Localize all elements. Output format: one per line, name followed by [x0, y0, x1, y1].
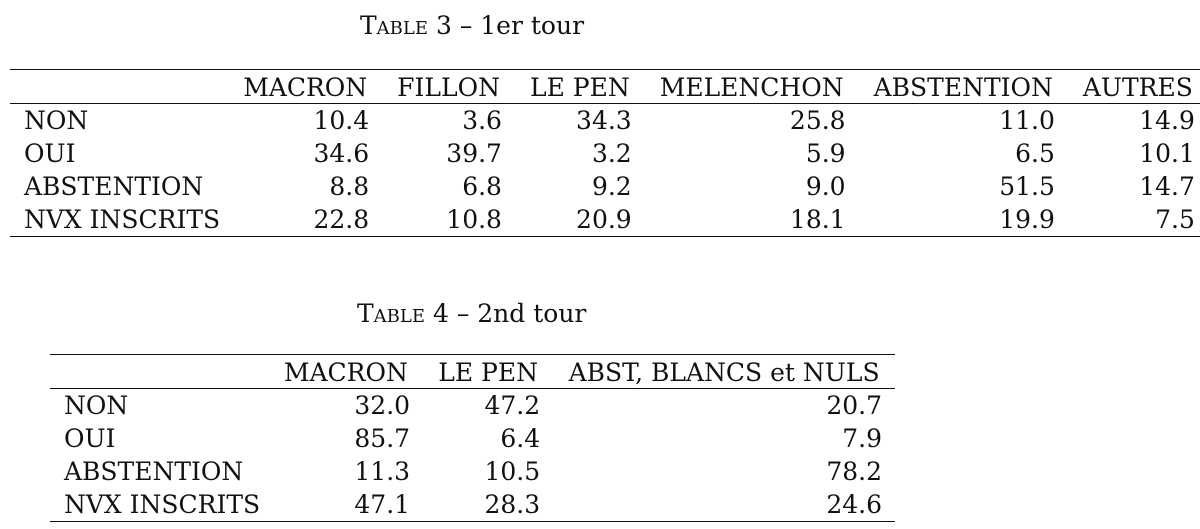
table-cell: 9.2 [591, 172, 632, 201]
row-label: ABSTENTION [64, 457, 244, 486]
table-3-col-abstention: ABSTENTION [859, 70, 1068, 104]
table-row [10, 203, 1200, 237]
table-cell: 22.8 [228, 203, 382, 237]
table-row [10, 137, 1200, 170]
table-cell: 32.0 [354, 391, 411, 420]
table-3-caption-separator: – [459, 11, 473, 40]
table-3-col-melenchon: MELENCHON [645, 70, 859, 104]
table-4-col-le-pen: LE PEN [423, 355, 553, 389]
table-cell: 14.9 [1139, 106, 1195, 135]
row-label: OUI [24, 139, 76, 168]
table-cell: 20.7 [826, 391, 882, 420]
table-cell: 10.4 [313, 106, 370, 135]
table-cell: 6.8 [462, 172, 502, 201]
table-cell: 24.6 [553, 488, 895, 522]
table-row [10, 170, 1200, 203]
table-cell: 11.0 [999, 106, 1055, 135]
table-cell: 9.0 [805, 172, 846, 201]
table-cell: 14.7 [1139, 172, 1195, 201]
table-cell: 7.9 [842, 424, 882, 453]
row-label: NVX INSCRITS [10, 203, 228, 237]
table-cell: 18.1 [645, 203, 859, 237]
table-4-corner-cell [50, 355, 269, 389]
table-4-header-row [50, 355, 895, 389]
table-cell: 7.5 [1068, 203, 1200, 237]
table-3-corner-cell [10, 70, 228, 104]
table-3 [10, 69, 1200, 237]
table-cell: 3.6 [462, 106, 502, 135]
table-cell: 51.5 [999, 172, 1055, 201]
row-label: NVX INSCRITS [50, 488, 269, 522]
table-row [10, 104, 1200, 138]
table-cell: 19.9 [859, 203, 1068, 237]
table-4-caption-separator: – [456, 299, 470, 328]
table-4-caption [357, 301, 586, 326]
table-4-caption-text: 2nd tour [477, 299, 587, 328]
row-label: NON [64, 391, 129, 420]
table-row [50, 455, 895, 488]
table-cell: 39.7 [446, 139, 502, 168]
table-4-label: Table 4 [357, 299, 449, 328]
table-3-caption-text: 1er tour [480, 11, 585, 40]
table-3-col-autres: AUTRES [1068, 70, 1200, 104]
row-label: OUI [64, 424, 116, 453]
row-label: NON [24, 106, 89, 135]
table-cell: 10.1 [1139, 139, 1195, 168]
table-3-header-row [10, 70, 1200, 104]
table-cell: 11.3 [354, 457, 411, 486]
table-cell: 47.2 [484, 391, 541, 420]
table-cell: 10.5 [484, 457, 541, 486]
table-cell: 34.3 [576, 106, 632, 135]
table-3-col-fillon: FILLON [382, 70, 515, 104]
row-label: ABSTENTION [24, 172, 204, 201]
table-cell: 34.6 [313, 139, 370, 168]
table-3-label: Table 3 [360, 11, 452, 40]
table-cell: 6.4 [500, 424, 541, 453]
table-row [50, 488, 895, 522]
table-cell: 5.9 [805, 139, 846, 168]
table-cell: 20.9 [515, 203, 645, 237]
table-cell: 8.8 [329, 172, 370, 201]
table-3-col-le-pen: LE PEN [515, 70, 645, 104]
table-cell: 10.8 [382, 203, 515, 237]
table-cell: 3.2 [591, 139, 632, 168]
table-cell: 47.1 [269, 488, 423, 522]
table-row [50, 422, 895, 455]
table-row [50, 389, 895, 423]
table-4-col-macron: MACRON [269, 355, 423, 389]
table-4-col-abst-blancs-nuls: ABST, BLANCS et NULS [553, 355, 895, 389]
table-cell: 85.7 [354, 424, 411, 453]
table-cell: 28.3 [423, 488, 553, 522]
table-cell: 78.2 [826, 457, 882, 486]
table-4 [50, 354, 895, 522]
table-3-col-macron: MACRON [228, 70, 382, 104]
table-3-caption [360, 13, 584, 38]
table-cell: 6.5 [1015, 139, 1055, 168]
table-cell: 25.8 [789, 106, 846, 135]
